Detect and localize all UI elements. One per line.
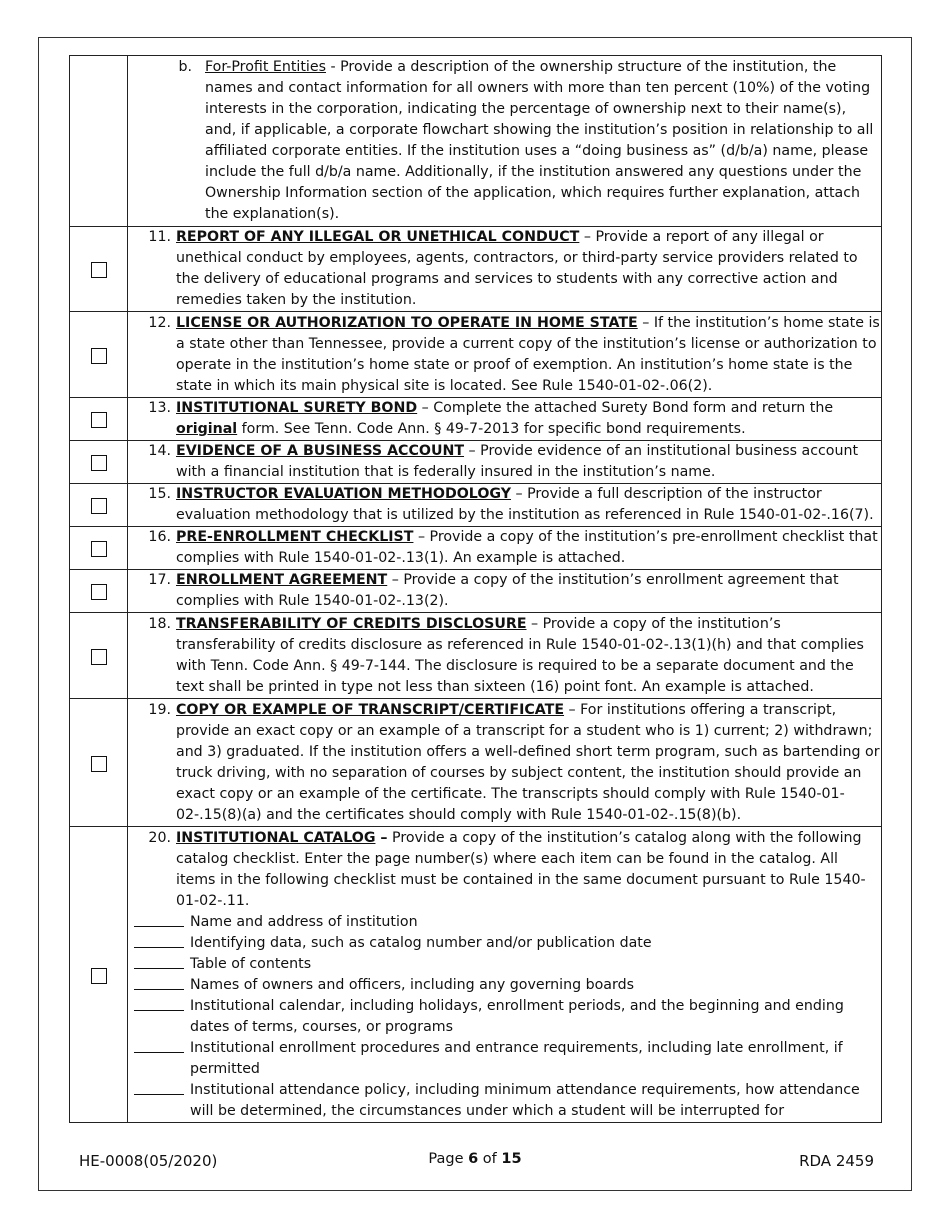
item-20-content bbox=[128, 827, 882, 1123]
item-text: – For institutions offering a transcript, provide an exact copy or an example of a transcript for a student who is 1) current; 2) withdrawn; and 3) graduated. If the institution offers a well-defined short term program, such as bartending or truck driving, with no separation of courses by subject content, the institution should provide an exact copy or an example of the certificate. The transcripts should comply with Rule 1540-01-02-.15(8)(a) and the certificates should comply with Rule 1540-01-02-.15(8)(b). bbox=[176, 701, 880, 823]
item-number: 15. bbox=[148, 486, 171, 502]
table-row bbox=[70, 484, 882, 527]
item-title: EVIDENCE OF A BUSINESS ACCOUNT bbox=[176, 443, 465, 459]
table-row bbox=[70, 56, 882, 227]
catalog-item-text: Name and address of institution bbox=[190, 913, 418, 930]
empty-checkbox-cell bbox=[70, 56, 128, 227]
catalog-item-text: Institutional enrollment procedures and entrance requirements, including late enrollment, if permitted bbox=[190, 1039, 843, 1077]
item-text: – Complete the attached Surety Bond form and return the bbox=[417, 400, 834, 416]
item-13-checkbox[interactable] bbox=[91, 412, 107, 428]
table-row bbox=[70, 827, 882, 1123]
item-14-checkbox[interactable] bbox=[91, 455, 107, 471]
item-text: form. See Tenn. Code Ann. § 49-7-2013 for specific bond requirements. bbox=[237, 421, 746, 437]
item-title: ENROLLMENT AGREEMENT bbox=[176, 572, 388, 588]
item-number: 12. bbox=[148, 314, 171, 331]
catalog-checklist-line bbox=[128, 933, 881, 954]
item-16-checkbox[interactable] bbox=[91, 541, 107, 557]
item-11-checkbox[interactable] bbox=[91, 262, 107, 278]
page-number-blank[interactable] bbox=[134, 996, 184, 1011]
item-15-content bbox=[128, 484, 882, 527]
page-number-blank[interactable] bbox=[134, 912, 184, 927]
rda-number: RDA 2459 bbox=[799, 1152, 874, 1170]
item-15-checkbox[interactable] bbox=[91, 498, 107, 514]
item-16-content bbox=[128, 527, 882, 570]
item-text: – Provide a copy of the institution’s enrollment agreement that complies with Rule 1540-01-02-.13(2). bbox=[176, 572, 839, 609]
item-title: INSTRUCTOR EVALUATION METHODOLOGY bbox=[176, 486, 511, 502]
page-number-blank[interactable] bbox=[134, 1080, 184, 1095]
catalog-checklist-line bbox=[128, 996, 881, 1038]
catalog-checklist-line bbox=[128, 954, 881, 975]
page-number-blank[interactable] bbox=[134, 954, 184, 969]
item-dash: – bbox=[375, 829, 388, 846]
table-row bbox=[70, 441, 882, 484]
page-current: 6 bbox=[468, 1151, 479, 1167]
item-17-checkbox[interactable] bbox=[91, 584, 107, 600]
form-id: HE-0008(05/2020) bbox=[79, 1152, 218, 1170]
item-number: 20. bbox=[148, 829, 171, 846]
item-emphasis: original bbox=[176, 421, 238, 437]
item-number: 18. bbox=[148, 615, 171, 632]
item-number: 17. bbox=[148, 572, 171, 588]
catalog-item-text: Institutional calendar, including holidays, enrollment periods, and the beginning and ending dates of terms, courses, or programs bbox=[190, 997, 844, 1035]
table-row bbox=[70, 699, 882, 827]
table-row bbox=[70, 613, 882, 699]
item-number: 13. bbox=[148, 400, 171, 416]
item-title: INSTITUTIONAL CATALOG bbox=[176, 829, 376, 846]
item-17-content bbox=[128, 570, 882, 613]
item-title: TRANSFERABILITY OF CREDITS DISCLOSURE bbox=[176, 615, 527, 632]
table-row bbox=[70, 312, 882, 398]
page-of: of bbox=[478, 1151, 502, 1167]
item-14-content bbox=[128, 441, 882, 484]
item-number: 16. bbox=[148, 529, 171, 545]
item-title: INSTITUTIONAL SURETY BOND bbox=[176, 400, 418, 416]
requirements-checklist-table bbox=[69, 55, 882, 1123]
item-12-content bbox=[128, 312, 882, 398]
page-number-blank[interactable] bbox=[134, 975, 184, 990]
item-letter: b. bbox=[178, 59, 192, 75]
table-row bbox=[70, 570, 882, 613]
catalog-checklist-line bbox=[128, 1080, 881, 1122]
catalog-item-text: Table of contents bbox=[190, 955, 312, 972]
item-12-checkbox[interactable] bbox=[91, 348, 107, 364]
catalog-item-text: Institutional attendance policy, including minimum attendance requirements, how attendance will be determined, the circumstances under which a student will be interrupted for bbox=[190, 1081, 860, 1119]
table-row bbox=[70, 527, 882, 570]
item-text: – Provide a copy of the institution’s pre-enrollment checklist that complies with Rule 1540-01-02-.13(1). An example is attached. bbox=[176, 529, 878, 566]
item-text: – Provide a copy of the institution’s transferability of credits disclosure as referenced in Rule 1540-01-02-.13(1)(h) and that complies with Tenn. Code Ann. § 49-7-144. The disclosure is required to be a separate document and the text shall be printed in type not less than sixteen (16) point font. An example is attached. bbox=[176, 615, 864, 695]
table-row bbox=[70, 398, 882, 441]
item-number: 19. bbox=[148, 701, 171, 718]
item-text: – Provide evidence of an institutional business account with a financial institution that is federally insured in the institution’s name. bbox=[176, 443, 859, 480]
item-text: – If the institution’s home state is a state other than Tennessee, provide a current copy of the institution’s license or authorization to operate in the institution’s home state or proof of exemption. An institution’s home state is the state in which its main physical site is located. See Rule 1540-01-02-.06(2). bbox=[176, 314, 880, 394]
page-number-blank[interactable] bbox=[134, 1038, 184, 1053]
item-18-checkbox[interactable] bbox=[91, 649, 107, 665]
page-total: 15 bbox=[501, 1151, 522, 1167]
item-19-checkbox[interactable] bbox=[91, 756, 107, 772]
table-row bbox=[70, 227, 882, 312]
item-title: COPY OR EXAMPLE OF TRANSCRIPT/CERTIFICATE bbox=[176, 701, 565, 718]
item-title: PRE-ENROLLMENT CHECKLIST bbox=[176, 529, 414, 545]
item-text: - Provide a description of the ownership structure of the institution, the names and contact information for all owners with more than ten percent (10%) of the voting interests in the corporation, indicating the percentage of ownership next to their name(s), and, if applicable, a corporate flowchart showing the institution’s position in relationship to all affiliated corporate entities. If the institution uses a “doing business as” (d/b/a) name, please include the full d/b/a name. Additionally, if the institution answered any questions under the Ownership Information section of the application, which requires further explanation, attach the explanation(s). bbox=[205, 59, 874, 222]
item-13-content bbox=[128, 398, 882, 441]
item-11-content bbox=[128, 227, 882, 312]
item-20-checkbox[interactable] bbox=[91, 968, 107, 984]
catalog-item-text: Names of owners and officers, including any governing boards bbox=[190, 976, 634, 993]
catalog-item-text: Identifying data, such as catalog number and/or publication date bbox=[190, 934, 652, 951]
item-title: LICENSE OR AUTHORIZATION TO OPERATE IN HOME STATE bbox=[176, 314, 638, 331]
item-19-content bbox=[128, 699, 882, 827]
item-number: 11. bbox=[148, 229, 171, 245]
catalog-checklist-line bbox=[128, 975, 881, 996]
item-text: – Provide a report of any illegal or unethical conduct by employees, agents, contractors, or third-party service providers related to the delivery of educational programs and services to students with any corrective action and remedies taken by the institution. bbox=[176, 229, 858, 308]
item-18-content bbox=[128, 613, 882, 699]
item-number: 14. bbox=[148, 443, 171, 459]
catalog-checklist-line bbox=[128, 1038, 881, 1080]
item-title: For-Profit Entities bbox=[205, 59, 326, 75]
page-prefix: Page bbox=[428, 1151, 469, 1167]
item-text: – Provide a full description of the instructor evaluation methodology that is utilized by the institution as referenced in Rule 1540-01-02-.16(7). bbox=[176, 486, 874, 523]
catalog-checklist-line bbox=[128, 912, 881, 933]
item-title: REPORT OF ANY ILLEGAL OR UNETHICAL CONDUCT bbox=[176, 229, 580, 245]
item-text: Provide a copy of the institution’s catalog along with the following catalog checklist. Enter the page number(s) where each item can be found in the catalog. All items in the following checklist must be contained in the same document pursuant to Rule 1540-01-02-.11. bbox=[176, 829, 866, 909]
page-number-blank[interactable] bbox=[134, 933, 184, 948]
item-b-content bbox=[128, 56, 882, 227]
